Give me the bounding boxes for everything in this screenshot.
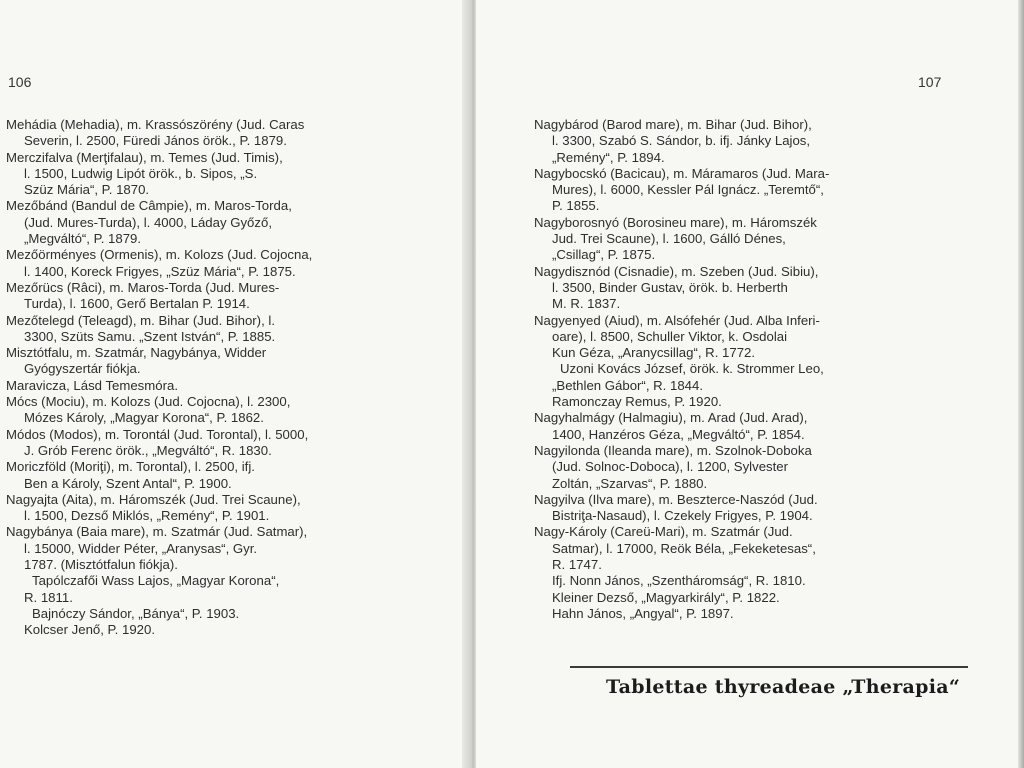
text-line: Jud. Trei Scaune), l. 1600, Gálló Dénes, xyxy=(552,231,786,247)
text-line: Mehádia (Mehadia), m. Krassószörény (Jud. Caras xyxy=(6,117,305,132)
text-line: 1400, Hanzéros Géza, „Megváltó“, P. 1854. xyxy=(552,426,805,442)
advertisement-text: Tablettae thyreadeae „Therapia“ xyxy=(606,676,961,698)
text-line: l. 3500, Binder Gustav, örök. b. Herberth xyxy=(552,279,788,295)
text-line: Zoltán, „Szarvas“, P. 1880. xyxy=(552,475,708,491)
page-number-left: 106 xyxy=(8,74,32,90)
text-line: Mures), l. 6000, Kessler Pál Ignácz. „Teremtő“, xyxy=(552,182,824,198)
text-line: Ifj. Nonn János, „Szentháromság“, R. 1810. xyxy=(552,573,806,589)
text-line: Nagyilonda (Ileanda mare), m. Szolnok-Doboka xyxy=(534,442,812,458)
text-line: Ramonczay Remus, P. 1920. xyxy=(552,394,722,410)
text-line: M. R. 1837. xyxy=(552,296,621,312)
text-line: R. 1811. xyxy=(24,589,73,605)
text-line: Nagybárod (Barod mare), m. Bihar (Jud. Bihor), xyxy=(534,117,812,132)
text-line: R. 1747. xyxy=(552,557,602,573)
text-line: 1787. (Misztótfalun fiókja). xyxy=(24,557,178,573)
text-line: P. 1855. xyxy=(552,198,600,214)
text-line: Mezőrücs (Râci), m. Maros-Torda (Jud. Mures- xyxy=(6,279,280,295)
text-line: Nagybánya (Baia mare), m. Szatmár (Jud. Satmar), xyxy=(6,524,308,540)
text-line: (Jud. Solnoc-Doboca), l. 1200, Sylvester xyxy=(552,459,789,475)
text-line: Módos (Modos), m. Torontál (Jud. Torontal), l. 5000, xyxy=(6,426,309,442)
text-line: l. 1500, Ludwig Lipót örök., b. Sipos, „S. xyxy=(24,165,258,181)
text-line: Merczifalva (Merţifalau), m. Temes (Jud. Timis), xyxy=(6,149,283,165)
page-number-right: 107 xyxy=(918,74,942,90)
text-line: Severin, l. 2500, Füredi János örök., P. 1879. xyxy=(24,133,287,149)
text-line: Ben a Károly, Szent Antal“, P. 1900. xyxy=(24,475,232,491)
right-page xyxy=(476,0,1024,768)
text-line: Kleiner Dezső, „Magyarkirály“, P. 1822. xyxy=(552,589,780,605)
text-line: „Remény“, P. 1894. xyxy=(552,149,665,165)
text-line: Hahn János, „Angyal“, P. 1897. xyxy=(552,605,734,621)
text-line: Turda), l. 1600, Gerő Bertalan P. 1914. xyxy=(24,296,250,312)
text-line: Nagyajta (Aita), m. Háromszék (Jud. Trei Scaune), xyxy=(6,491,301,507)
text-line: l. 15000, Widder Péter, „Aranysas“, Gyr. xyxy=(24,540,258,556)
text-line: „Csillag“, P. 1875. xyxy=(552,247,656,263)
text-line: Tapólczafői Wass Lajos, „Magyar Korona“, xyxy=(32,573,280,589)
text-line: Nagybocskó (Bacicau), m. Máramaros (Jud. Mara- xyxy=(534,165,830,181)
text-line: 3300, Szüts Samu. „Szent István“, P. 1885. xyxy=(24,328,276,344)
text-line: Misztótfalu, m. Szatmár, Nagybánya, Widder xyxy=(6,345,267,361)
text-line: Kun Géza, „Aranycsillag“, R. 1772. xyxy=(552,345,756,361)
text-line: Nagydisznód (Cisnadie), m. Szeben (Jud. Sibiu), xyxy=(534,263,819,279)
text-line: J. Grób Ferenc örök., „Megváltó“, R. 1830. xyxy=(24,442,272,458)
right-page-entries xyxy=(534,117,1004,622)
text-line: l. 3300, Szabó S. Sándor, b. ifj. Jánky Lajos, xyxy=(552,133,811,149)
text-line: Mezőtelegd (Teleagd), m. Bihar (Jud. Bihor), l. xyxy=(6,312,275,328)
text-line: Nagy-Károly (Careü-Mari), m. Szatmár (Jud. xyxy=(534,524,793,540)
text-line: oare), l. 8500, Schuller Viktor, k. Osdolai xyxy=(552,328,788,344)
text-line: Maravicza, Lásd Temesmóra. xyxy=(6,377,178,393)
text-line: Bajnóczy Sándor, „Bánya“, P. 1903. xyxy=(32,605,240,621)
text-line: Mezőbánd (Bandul de Câmpie), m. Maros-Torda, xyxy=(6,198,292,214)
text-line: „Megváltó“, P. 1879. xyxy=(24,231,142,247)
text-line: Nagyilva (Ilva mare), m. Beszterce-Naszód (Jud. xyxy=(534,491,818,507)
text-line: Uzoni Kovács József, örök. k. Strommer Leo, xyxy=(560,361,824,377)
text-line: l. 1500, Dezső Miklós, „Remény“, P. 1901. xyxy=(24,508,270,524)
text-line: Mózes Károly, „Magyar Korona“, P. 1862. xyxy=(24,410,264,426)
text-line: Mócs (Mociu), m. Kolozs (Jud. Cojocna), l. 2300, xyxy=(6,394,291,410)
text-line: Nagyborosnyó (Borosineu mare), m. Háromszék xyxy=(534,214,817,230)
text-line: Kolcser Jenő, P. 1920. xyxy=(24,622,155,638)
text-line: Nagyenyed (Aiud), m. Alsófehér (Jud. Alba Inferi- xyxy=(534,312,820,328)
page-edge xyxy=(1018,0,1024,768)
text-line: Moriczföld (Moriţi), m. Torontal), l. 2500, ifj. xyxy=(6,459,255,475)
advertisement-rule xyxy=(570,666,968,668)
text-line: Gyógyszertár fiókja. xyxy=(24,361,141,377)
text-line: Bistriţa-Nasaud), l. Czekely Frigyes, P. 1904. xyxy=(552,508,813,524)
text-line: „Bethlen Gábor“, R. 1844. xyxy=(552,377,704,393)
left-page xyxy=(0,0,470,768)
text-line: Szüz Mária“, P. 1870. xyxy=(24,182,150,198)
text-line: Nagyhalmágy (Halmagiu), m. Arad (Jud. Arad), xyxy=(534,410,808,426)
text-line: Mezőörményes (Ormenis), m. Kolozs (Jud. Cojocna, xyxy=(6,247,313,263)
text-line: Satmar), l. 17000, Reök Béla, „Fekeketesas“, xyxy=(552,540,816,556)
text-line: (Jud. Mures-Turda), l. 4000, Láday Győző, xyxy=(24,214,272,230)
text-line: l. 1400, Koreck Frigyes, „Szüz Mária“, P. 1875. xyxy=(24,263,296,279)
left-page-entries xyxy=(6,117,458,639)
